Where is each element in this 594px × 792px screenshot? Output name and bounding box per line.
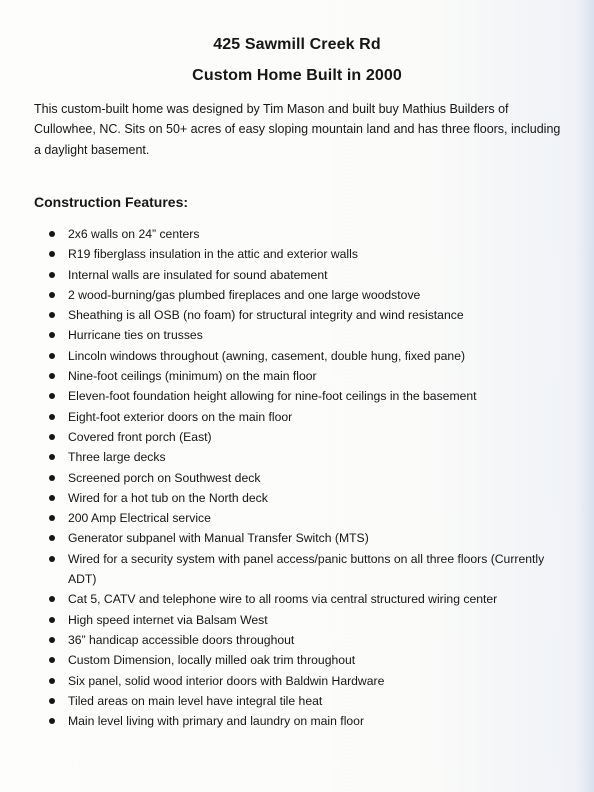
feature-item (34, 285, 564, 305)
feature-item (34, 244, 564, 264)
feature-text: Custom Dimension, locally milled oak trim throughout (68, 653, 356, 668)
address-title: 425 Sawmill Creek Rd (213, 36, 381, 53)
feature-text: Screened porch on Southwest deck (68, 470, 261, 485)
bullet-icon (49, 434, 55, 440)
feature-item (34, 366, 564, 386)
bullet-icon (49, 312, 55, 318)
bullet-icon (49, 657, 55, 663)
bullet-icon (49, 414, 55, 420)
bullet-icon (49, 231, 55, 237)
feature-text: Nine-foot ceilings (minimum) on the main floor (68, 369, 317, 384)
feature-item (34, 671, 564, 691)
subtitle: Custom Home Built in 2000 (192, 67, 402, 84)
bullet-icon (49, 556, 55, 562)
feature-item (34, 508, 564, 528)
intro-paragraph: This custom-built home was designed by Tim Mason and built buy Mathius Builders of Cullowhee, NC. Sits on 50+ acres of easy sloping mountain land and has three floors, including a daylight basement. (34, 102, 561, 157)
feature-text: Hurricane ties on trusses (68, 328, 203, 343)
feature-item (34, 386, 564, 406)
feature-text: Lincoln windows throughout (awning, casement, double hung, fixed pane) (68, 348, 466, 363)
bullet-icon (49, 718, 55, 724)
feature-item (34, 265, 564, 285)
bullet-icon (49, 515, 55, 521)
feature-item (34, 346, 564, 366)
feature-text: Wired for a security system with panel access/panic buttons on all three floors (Currently ADT) (68, 551, 545, 587)
features-list (34, 224, 564, 731)
bullet-icon (49, 353, 55, 359)
bullet-icon (49, 475, 55, 481)
bullet-icon (49, 332, 55, 338)
feature-text: Generator subpanel with Manual Transfer Switch (MTS) (68, 531, 369, 546)
feature-text: 36” handicap accessible doors throughout (68, 632, 295, 647)
feature-item (34, 610, 564, 630)
bullet-icon (49, 535, 55, 541)
feature-text: Three large decks (68, 450, 166, 465)
bullet-icon (49, 678, 55, 684)
feature-item (34, 407, 564, 427)
bullet-icon (49, 272, 55, 278)
bullet-icon (49, 251, 55, 257)
bullet-icon (49, 698, 55, 704)
feature-item (34, 305, 564, 325)
feature-item (34, 224, 564, 244)
feature-text: High speed internet via Balsam West (68, 612, 268, 627)
feature-item (34, 325, 564, 345)
bullet-icon (49, 373, 55, 379)
feature-text: Tiled areas on main level have integral tile heat (68, 693, 323, 708)
feature-text: 2x6 walls on 24” centers (68, 227, 200, 241)
feature-item (34, 528, 564, 548)
feature-text: Covered front porch (East) (68, 429, 212, 444)
feature-item (34, 589, 564, 609)
feature-text: Wired for a hot tub on the North deck (68, 490, 268, 505)
bullet-icon (49, 617, 55, 623)
feature-text: Internal walls are insulated for sound abatement (68, 267, 328, 282)
construction-features-heading: Construction Features: (34, 194, 189, 210)
feature-text: Sheathing is all OSB (no foam) for structural integrity and wind resistance (68, 308, 464, 323)
feature-item (34, 488, 564, 508)
feature-item (34, 630, 564, 650)
bullet-icon (49, 495, 55, 501)
feature-text: R19 fiberglass insulation in the attic and exterior walls (68, 247, 358, 262)
feature-item (34, 549, 564, 590)
feature-item (34, 447, 564, 467)
feature-item (34, 650, 564, 670)
feature-item (34, 711, 564, 731)
feature-text: Six panel, solid wood interior doors with Baldwin Hardware (68, 673, 385, 688)
bullet-icon (49, 454, 55, 460)
feature-text: Main level living with primary and laundry on main floor (68, 714, 365, 729)
feature-item (34, 691, 564, 711)
feature-text: Eight-foot exterior doors on the main floor (68, 409, 293, 424)
bullet-icon (49, 596, 55, 602)
page-edge-shadow (576, 0, 594, 792)
bullet-icon (49, 393, 55, 399)
feature-item (34, 427, 564, 447)
feature-text: 2 wood-burning/gas plumbed fireplaces and one large woodstove (68, 287, 421, 302)
feature-text: 200 Amp Electrical service (68, 511, 211, 526)
feature-text: Eleven-foot foundation height allowing for nine-foot ceilings in the basement (68, 389, 477, 404)
bullet-icon (49, 292, 55, 298)
bullet-icon (49, 637, 55, 643)
feature-text: Cat 5, CATV and telephone wire to all rooms via central structured wiring center (68, 592, 498, 607)
feature-item (34, 468, 564, 488)
